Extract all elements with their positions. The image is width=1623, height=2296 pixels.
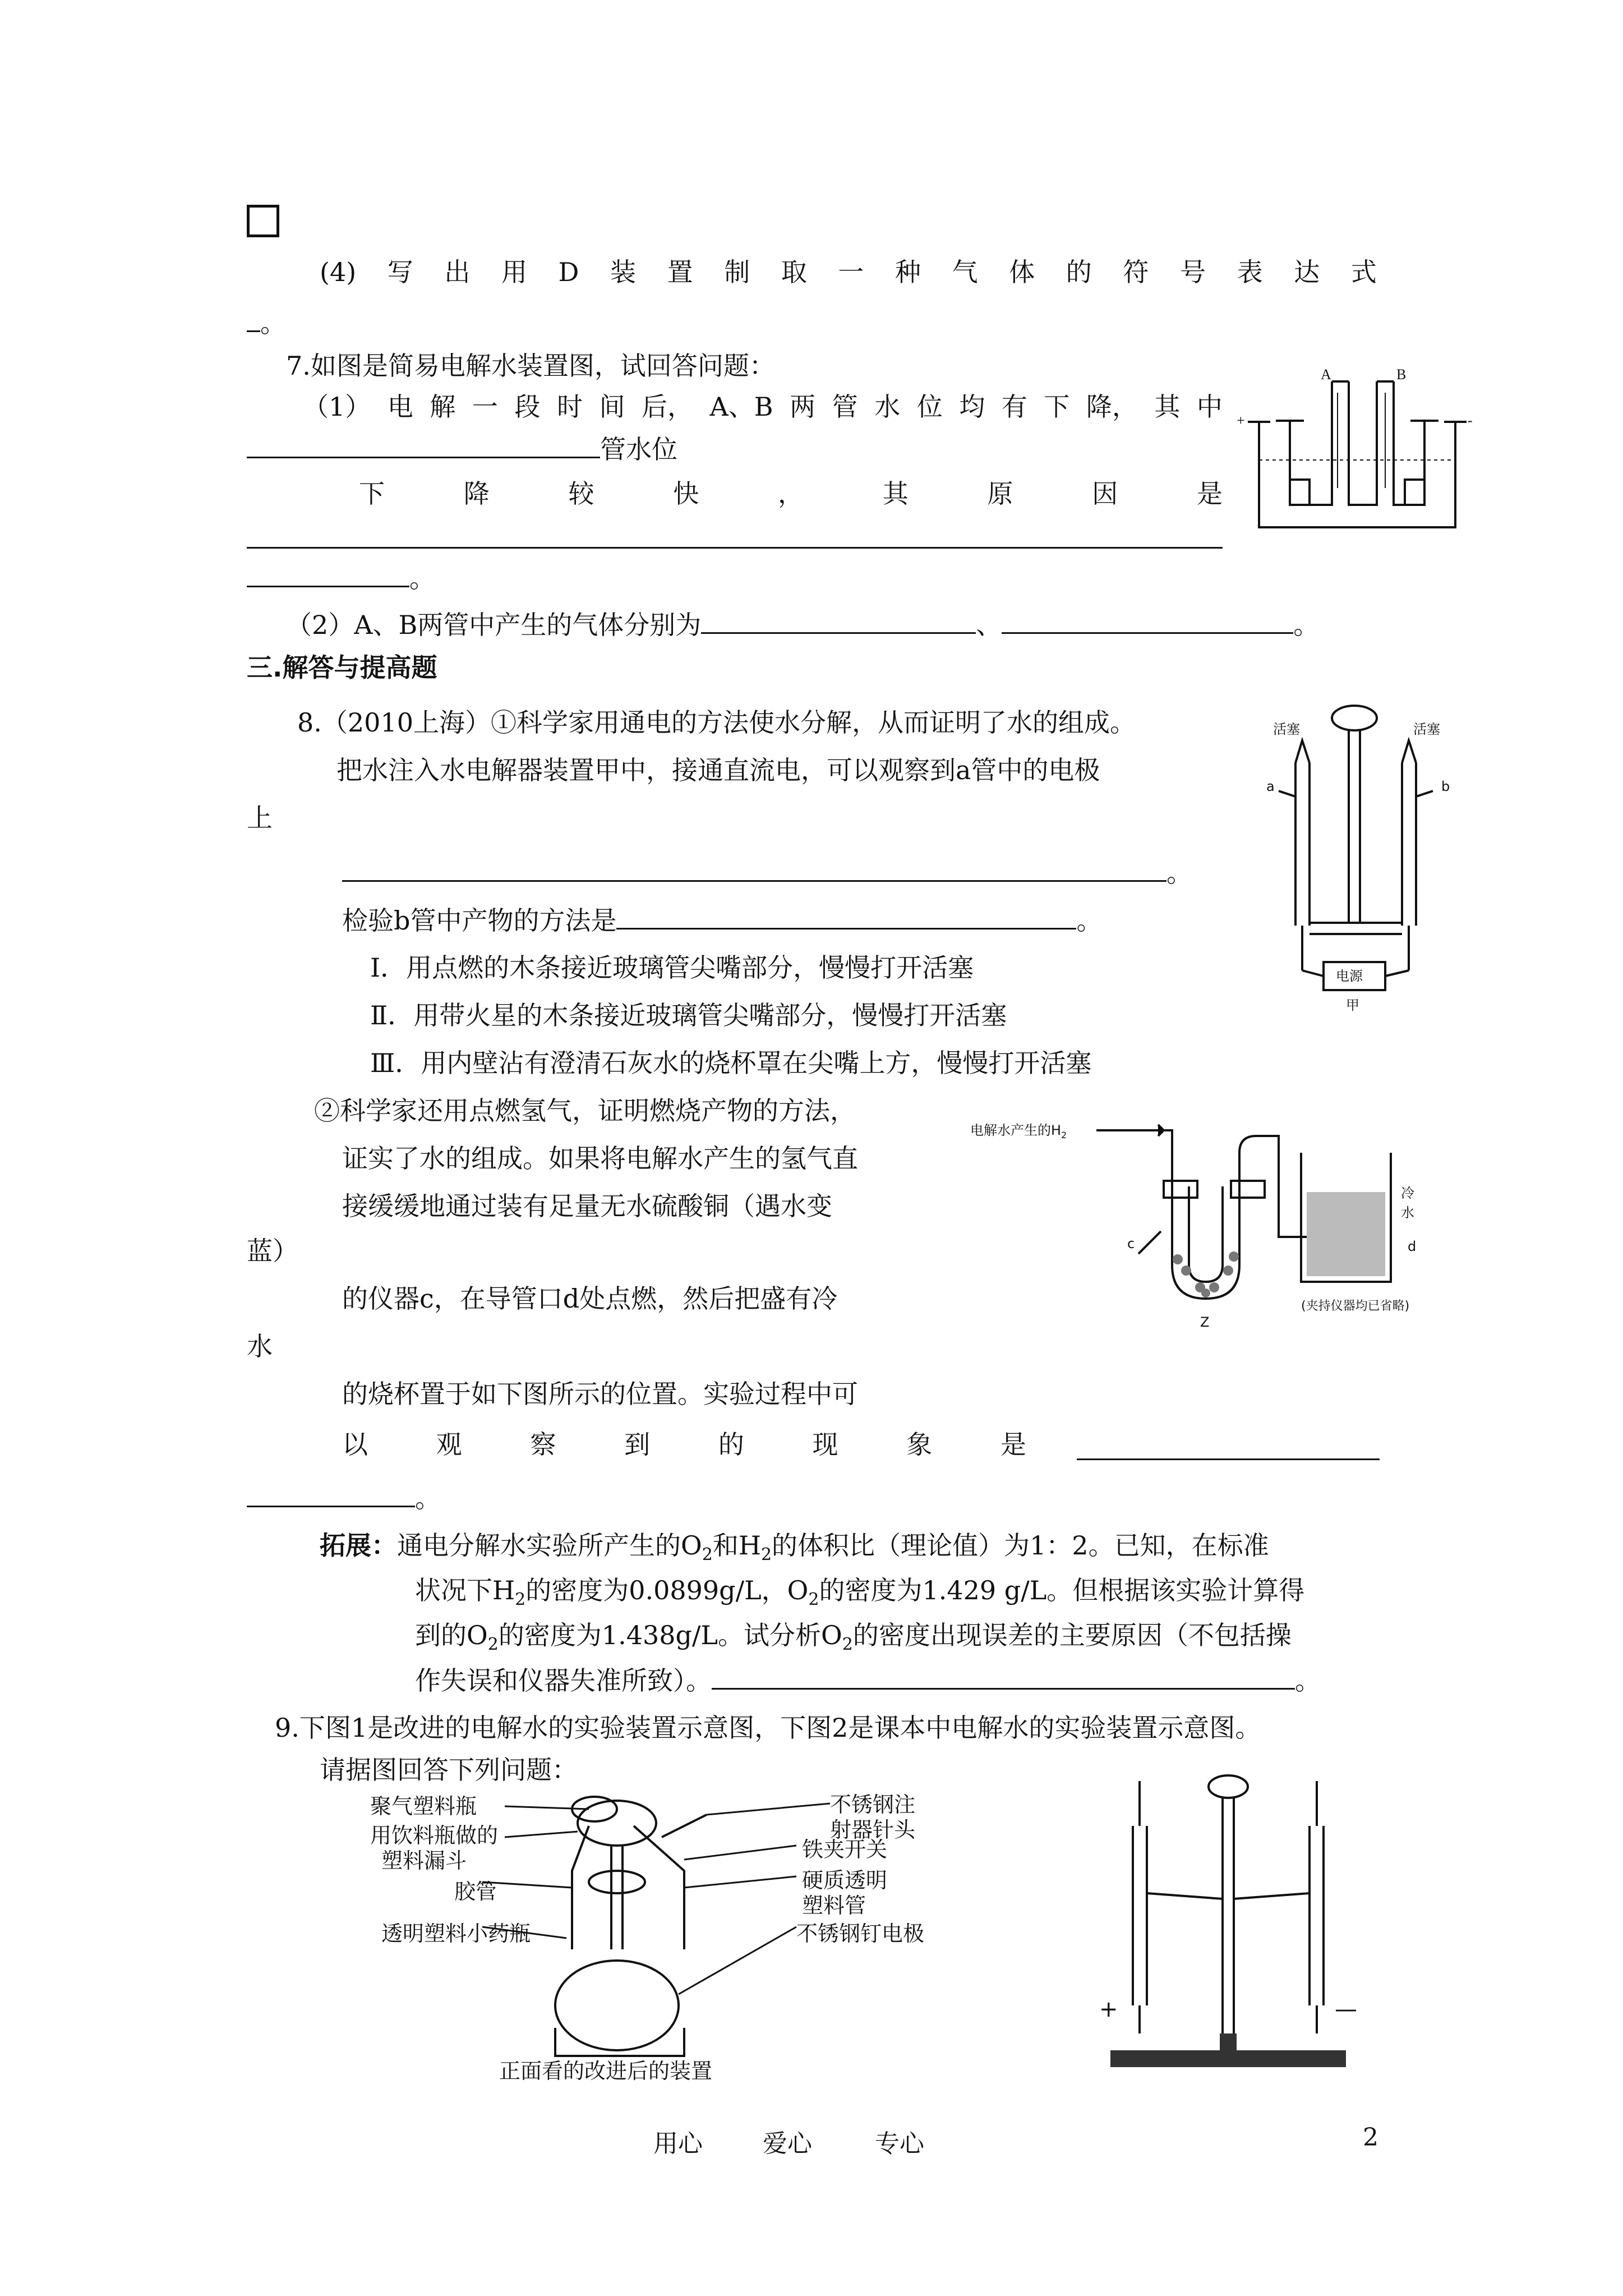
q8-line2: 把水注入水电解器装置甲中，接通直流电，可以观察到a管中的电极 <box>336 755 1100 785</box>
label-tube-b: 塑料管 <box>802 1893 866 1918</box>
q7-part1c-char: 较 <box>568 478 594 509</box>
ext-line4 <box>415 1663 1321 1697</box>
answer-blank[interactable] <box>342 855 1166 882</box>
text: 的密度出现误差的主要原因（不包括操 <box>852 1620 1292 1650</box>
answer-blank[interactable] <box>247 561 409 587</box>
q7-part1-char: 两 <box>790 392 816 422</box>
q8-p2-8-char: 象 <box>906 1429 933 1460</box>
q7-part1-char: 下 <box>1044 392 1070 422</box>
water-label: 水 <box>1401 1205 1414 1221</box>
q8-p2-8-char: 现 <box>812 1429 838 1460</box>
punct: 。 <box>1076 905 1103 936</box>
label-needle-a: 不锈钢注 <box>830 1792 916 1817</box>
q8-p2-7: 的烧杯置于如下图所示的位置。实验过程中可 <box>342 1379 858 1409</box>
q7-part1c-char: 是 <box>1197 478 1223 509</box>
q8-line4 <box>342 855 1192 890</box>
c-label: c <box>1127 1236 1135 1251</box>
q8-p2-3: 接缓缓地通过装有足量无水硫酸铜（遇水变 <box>342 1191 832 1221</box>
figure-jia-label: 甲 <box>1346 997 1359 1013</box>
section3-title: 三.解答与提高题 <box>247 652 437 683</box>
sub: 2 <box>702 1545 713 1565</box>
minus-label: - <box>1468 412 1473 429</box>
q7-part1-char: 水 <box>874 392 901 422</box>
q7-part1-char: （1） <box>303 392 371 422</box>
q8-p2-8-char: 以 <box>342 1429 368 1460</box>
q7-part1-char: 时 <box>556 392 583 422</box>
q7-part1c-char: 快 <box>673 478 699 509</box>
q6-item4-char: 种 <box>895 257 921 287</box>
q7-part1-char: 电 <box>387 392 413 422</box>
q8-p2-8 <box>342 1428 1026 1461</box>
q6-item4-char: 一 <box>838 257 864 287</box>
sub: 2 <box>842 1635 853 1655</box>
text: 状况下H <box>415 1575 515 1605</box>
q6-item4-char: 号 <box>1179 257 1206 287</box>
q6-item4-char: 用 <box>501 257 527 287</box>
d-label: d <box>1408 1239 1417 1254</box>
text: 到的O <box>415 1620 488 1650</box>
ext-label: 拓展： <box>320 1530 397 1561</box>
answer-blank[interactable] <box>247 1481 415 1507</box>
q8-option-2: Ⅱ．用带火星的木条接近玻璃管尖嘴部分，慢慢打开活塞 <box>370 1000 1007 1030</box>
tube-b-label: B <box>1396 366 1407 383</box>
q7-part1-char: 管 <box>832 392 858 422</box>
q6-item4-char: 达 <box>1294 257 1320 287</box>
ext-line1 <box>320 1529 1269 1572</box>
plus-label: + <box>1099 1996 1118 2022</box>
q8-option-3: Ⅲ．用内壁沾有澄清石灰水的烧杯罩在尖嘴上方，慢慢打开活塞 <box>370 1048 1092 1078</box>
q6-item4-char: 写 <box>387 257 413 287</box>
q6-item4-char: 取 <box>781 257 807 287</box>
footer-motto-1: 用心 <box>653 2129 703 2158</box>
q6-item4-char: 气 <box>952 257 978 287</box>
q8-voltameter-figure <box>1239 701 1475 1015</box>
q7-part1-char: 位 <box>916 392 943 422</box>
q6-item4-char: (4) <box>320 257 357 287</box>
label-collector-bottle: 聚气塑料瓶 <box>370 1794 477 1819</box>
q8-line3: 上 <box>247 803 273 833</box>
q8-line5 <box>342 903 1102 937</box>
q8-p2-8-char: 察 <box>530 1429 556 1460</box>
q7-part1-line <box>303 390 1223 424</box>
punct: 。 <box>415 1483 441 1513</box>
q7-part1-char: 其 <box>1154 392 1181 422</box>
text: 的体积比（理论值）为1：2。已知，在标准 <box>772 1530 1269 1561</box>
q6-item4-char: 的 <box>1066 257 1092 287</box>
page-number: 2 <box>1363 2123 1378 2152</box>
q7-part1-b <box>247 432 677 466</box>
q7-part1-char: 间 <box>599 392 625 422</box>
q8-p2-6: 水 <box>247 1331 273 1361</box>
q8-utube-figure <box>965 1097 1469 1332</box>
q8-p2-8-char: 到 <box>624 1429 651 1460</box>
q6-item4-char: 符 <box>1123 257 1149 287</box>
q6-item4-char: 式 <box>1350 257 1377 287</box>
q9-textbook-apparatus-figure <box>1088 1770 1368 2084</box>
ext-line3 <box>415 1618 1292 1662</box>
sub: 2 <box>515 1590 526 1610</box>
tube-a-label: A <box>1321 366 1331 383</box>
punct: 。 <box>1293 610 1320 640</box>
q7-part1-c <box>359 477 1223 510</box>
q7-part1-char: 一 <box>472 392 498 422</box>
q6-item4-tail <box>247 306 286 340</box>
sub: 2 <box>487 1635 499 1655</box>
label-funnel-a: 用饮料瓶做的 <box>370 1823 499 1848</box>
answer-blank-line[interactable] <box>1077 1458 1380 1460</box>
text: 和H <box>712 1530 761 1561</box>
stopcock-right-label: 活塞 <box>1413 721 1440 737</box>
q7-title: 7.如图是简易电解水装置图，试回答问题： <box>286 351 775 381</box>
q7-part1-char: 有 <box>1001 392 1027 422</box>
punct: 。 <box>1166 858 1192 888</box>
tube-b-label: b <box>1441 779 1450 794</box>
figure-caption: 正面看的改进后的装置 <box>499 2059 713 2083</box>
q8-p2-2: 证实了水的组成。如果将电解水产生的氢气直 <box>342 1143 858 1174</box>
label-electrode: 不锈钢钉电极 <box>796 1921 925 1946</box>
footer-motto-3: 专心 <box>875 2129 924 2158</box>
plus-label: + <box>1237 412 1245 429</box>
q7-part1-char: 后， <box>642 392 693 422</box>
q6-item4-char: 出 <box>444 257 471 287</box>
text: 的密度为1.429 g/L。但根据该实验计算得 <box>819 1575 1305 1605</box>
q9-line2: 请据图回答下列问题： <box>320 1755 578 1785</box>
q6-item4-char: 体 <box>1009 257 1035 287</box>
footer-motto-2: 爱心 <box>763 2129 812 2158</box>
q7-part1c-char: 下 <box>359 478 385 509</box>
cold-label: 冷 <box>1401 1185 1414 1201</box>
q6-item4-char: 表 <box>1237 257 1263 287</box>
yi-label: Z <box>1200 1314 1210 1330</box>
q8-p2-5: 的仪器c，在导管口d处点燃，然后把盛有冷 <box>342 1283 838 1314</box>
q7-part1-char: 均 <box>959 392 985 422</box>
label-needle-b: 射器针头 <box>830 1818 916 1842</box>
power-label: 电源 <box>1336 968 1363 984</box>
label-clamp: 铁夹开关 <box>802 1837 888 1862</box>
q8-p2-8-char: 是 <box>1000 1429 1026 1460</box>
text: （2）A、B两管中产生的气体分别为 <box>286 610 702 640</box>
q8-p2-1: ②科学家还用点燃氢气，证明燃烧产物的方法， <box>314 1096 856 1126</box>
label-hose: 胶管 <box>454 1879 497 1904</box>
answer-blank-line[interactable] <box>247 547 1223 549</box>
q6-item4-char: 装 <box>610 257 637 287</box>
q9-title: 9.下图1是改进的电解水的实验装置示意图，下图2是课本中电解水的实验装置示意图。 <box>275 1713 1261 1743</box>
h2-source-label: 电解水产生的$H_2$ <box>970 1122 1067 1140</box>
q7-part1-end <box>247 561 435 595</box>
text: 通电分解水实验所产生的O <box>397 1530 702 1561</box>
answer-blank[interactable] <box>712 1663 1295 1690</box>
q7-part2 <box>286 608 1319 642</box>
answer-blank[interactable] <box>247 432 600 458</box>
q7-part1-char: A、B <box>709 392 773 422</box>
q6-item4-char: D <box>558 257 579 287</box>
label-medicine-bottle: 透明塑料小药瓶 <box>381 1921 531 1946</box>
q7-part1c-char: 降 <box>463 478 490 509</box>
minus-label: — <box>1335 1996 1357 2022</box>
q6-item4-char: 置 <box>667 257 693 287</box>
answer-blank[interactable] <box>616 903 1076 930</box>
text: 检验b管中产物的方法是 <box>342 905 617 936</box>
q9-improved-apparatus-figure <box>370 1792 953 2095</box>
q7-electrolysis-figure <box>1237 359 1478 539</box>
punct: 、 <box>976 610 1002 640</box>
label-funnel-b: 塑料漏斗 <box>381 1848 467 1873</box>
tube-a-label: a <box>1266 779 1275 794</box>
q7-part1c-char: ， <box>778 478 804 509</box>
sub: 2 <box>808 1590 819 1610</box>
q8-p2-8-char: 观 <box>436 1429 462 1460</box>
answer-blank[interactable] <box>247 306 260 332</box>
text: 的密度为0.0899g/L，O <box>525 1575 809 1605</box>
q8-option-1: Ⅰ．用点燃的木条接近玻璃管尖嘴部分，慢慢打开活塞 <box>370 953 974 983</box>
sub: 2 <box>760 1545 772 1565</box>
punct: 。 <box>1295 1665 1321 1696</box>
q8-title: 8.（2010上海）①科学家用通电的方法使水分解，从而证明了水的组成。 <box>297 707 1136 738</box>
punct: 。 <box>260 308 286 338</box>
answer-blank[interactable] <box>701 608 976 634</box>
q6-item4-char: 制 <box>724 257 750 287</box>
label-tube-a: 硬质透明 <box>802 1868 888 1893</box>
q6-item4-line <box>320 255 1377 289</box>
q8-p2-4: 蓝） <box>247 1236 298 1266</box>
q7-part1c-char: 因 <box>1092 478 1118 509</box>
q7-part1c-char: 其 <box>882 478 909 509</box>
stopcock-left-label: 活塞 <box>1273 721 1300 737</box>
punct: 。 <box>409 563 435 593</box>
checkbox[interactable] <box>247 205 279 237</box>
q8-p2-9 <box>247 1481 441 1515</box>
ext-line2 <box>415 1573 1304 1617</box>
q7-part1-char: 中 <box>1196 392 1223 422</box>
text: 管水位 <box>600 434 677 464</box>
q7-part1-char: 解 <box>430 392 456 422</box>
q7-part1c-char: 原 <box>987 478 1013 509</box>
q7-part1-char: 降， <box>1086 392 1138 422</box>
q7-part1-char: 段 <box>514 392 541 422</box>
text: 作失误和仪器失准所致）。 <box>415 1665 712 1696</box>
text: 的密度为1.438g/L。试分析O <box>498 1620 842 1650</box>
q8-p2-8-char: 的 <box>718 1429 744 1460</box>
answer-blank[interactable] <box>1002 608 1293 634</box>
note-label: (夹持仪器均已省略) <box>1301 1299 1410 1313</box>
